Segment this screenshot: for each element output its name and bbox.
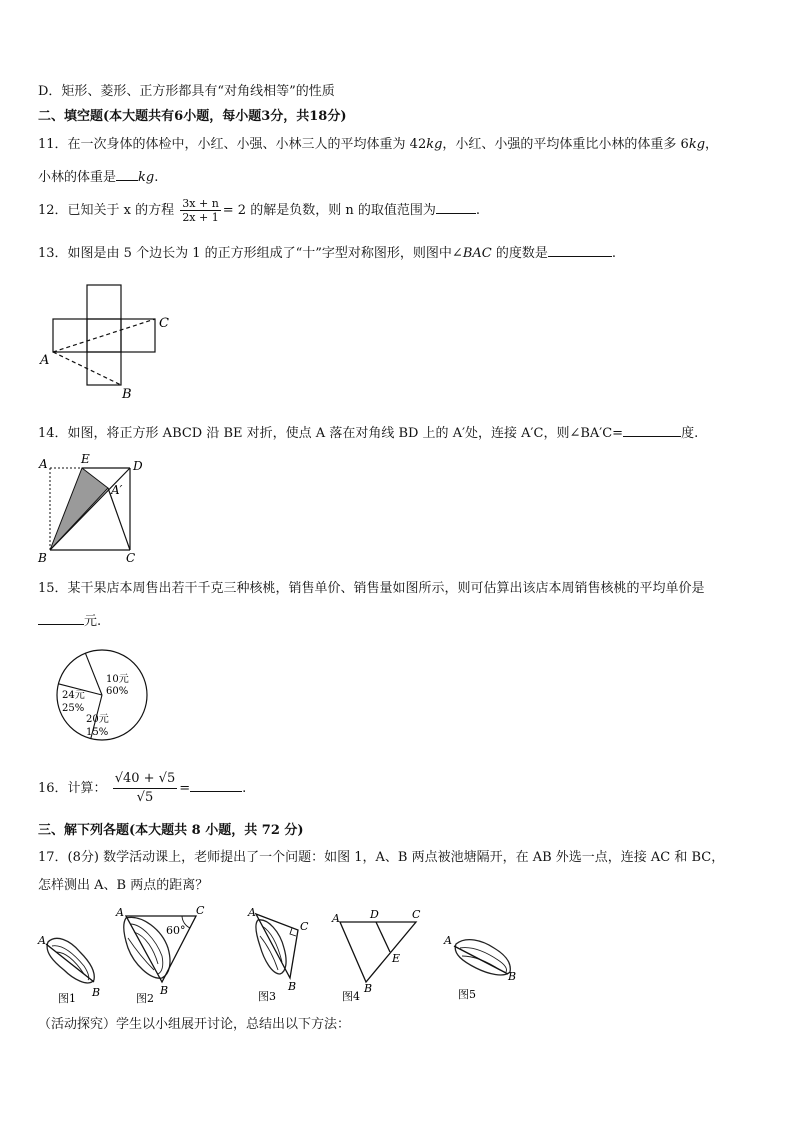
q11-line2: 小林的体重是 [38, 170, 117, 185]
folded-triangle [50, 468, 108, 550]
fig4-label-b: B [364, 982, 373, 995]
label-b: B [122, 387, 132, 402]
q16-eq: = [179, 781, 191, 796]
activity-explore: （活动探究）学生以小组展开讨论，总结出以下方法： [38, 1017, 351, 1032]
fig1-label-a: A [38, 934, 46, 947]
q16-numerator: √40 + √5 [113, 770, 178, 789]
q11-part2: ，小红、小强的平均体重比小林的体重多 6 [442, 137, 689, 152]
fig2-caption: 图2 [136, 992, 154, 1005]
q16-end: . [242, 781, 247, 796]
fig4-caption: 图4 [342, 990, 360, 1003]
pie-label-20-price: 20元 [86, 714, 109, 725]
q13-end: . [611, 246, 616, 261]
fig1-label-b: B [92, 986, 101, 999]
q13-answer-blank[interactable] [548, 243, 612, 257]
fig5-label-a: A [444, 934, 452, 947]
figure-2 [115, 904, 205, 1005]
pond-outline [455, 940, 510, 975]
q16-answer-blank[interactable] [190, 778, 242, 792]
segment-a2c [108, 488, 130, 550]
fig4-label-a: A [332, 912, 340, 925]
fig3-caption: 图3 [258, 990, 276, 1003]
label-e: E [81, 452, 90, 466]
fig2-label-a: A [116, 906, 124, 919]
fig3-label-b: B [288, 980, 297, 993]
fig2-label-c: C [196, 904, 205, 917]
label-b: B [38, 551, 47, 565]
q12-end: . [475, 203, 480, 218]
q11-answer-blank[interactable] [116, 167, 138, 181]
pie-slice-divider-0 [85, 653, 102, 695]
question-11 [38, 136, 718, 154]
fig5-caption: 图5 [458, 988, 476, 1001]
q11-unit1: kg [426, 137, 443, 152]
figure-5 [443, 934, 516, 1001]
q13-angle: BAC [462, 246, 492, 261]
section-2-title: 二、填空题(本大题共有6小题，每小题3分，共18分) [38, 109, 347, 124]
fig2-label-b: B [160, 984, 169, 997]
q11-part3: ， [705, 137, 719, 152]
cross-square-bottom [87, 352, 121, 385]
label-a-prime: A′ [111, 483, 123, 497]
figure-3 [247, 906, 309, 1003]
pie-label-24-price: 24元 [62, 690, 85, 701]
label-c: C [159, 316, 169, 331]
q11-part1: 11．在一次身体的体检中，小红、小强、小林三人的平均体重为 42 [38, 137, 427, 152]
fig3-label-c: C [300, 920, 309, 933]
fig2-angle-60: 60° [166, 924, 186, 937]
cross-square-right [121, 319, 155, 352]
q16-label: 16．计算： [38, 781, 107, 796]
section-3-title: 三、解下列各题(本大题共 8 小题，共 72 分) [38, 823, 304, 838]
fig1-caption: 图1 [58, 992, 76, 1005]
fig4-label-e: E [392, 952, 401, 965]
q14-end: 度. [681, 426, 699, 441]
pie-label-10-pct: 60% [106, 686, 129, 697]
segment-de [376, 922, 390, 952]
question-13 [38, 243, 616, 263]
q13-part2: 的度数是 [491, 246, 548, 261]
q11-unit3: kg [138, 170, 155, 185]
q12-numerator: 3x + n [182, 197, 219, 210]
fig4-label-c: C [412, 908, 421, 921]
question-12 [38, 194, 480, 228]
question-15: 15．某干果店本周售出若干千克三种核桃，销售单价、销售量如图所示，则可估算出该店本周销售核桃的平均单价是 [38, 581, 705, 596]
triangle-abc [340, 922, 416, 982]
figure-4 [331, 908, 421, 1003]
q16-fraction [113, 770, 178, 807]
label-a: A [39, 457, 48, 471]
q14-text: 14．如图，将正方形 ABCD 沿 BE 对折，使点 A 落在对角线 BD 上的 A′处，连接 A′C，则∠BA′C= [38, 426, 624, 441]
pond-outline [124, 917, 170, 978]
cross-square-top [87, 285, 121, 319]
q15-end: 元. [84, 614, 102, 629]
q12-fraction [180, 197, 221, 224]
q13-cross-figure [34, 278, 184, 402]
segment-ac [53, 319, 155, 352]
pie-label-10-price: 10元 [106, 674, 129, 685]
q12-denominator: 2x + 1 [182, 211, 219, 224]
question-17-line2: 怎样测出 A、B 两点的距离？ [38, 878, 209, 893]
fig5-label-b: B [508, 970, 517, 983]
q15-pie-chart [54, 648, 154, 744]
q12-answer-blank[interactable] [436, 200, 476, 214]
q14-square-figure [34, 452, 154, 568]
question-11-line2 [38, 167, 158, 187]
q11-end: . [154, 170, 159, 185]
question-14 [38, 423, 698, 443]
q12-part2: = 2 的解是负数，则 n 的取值范围为 [222, 203, 436, 218]
pie-label-24-pct: 25% [62, 703, 85, 714]
segment-ab [46, 944, 94, 982]
label-d: D [133, 459, 143, 473]
pond-outline [256, 920, 286, 974]
figure-1 [37, 934, 100, 1005]
pie-label-20-pct: 15% [86, 727, 109, 738]
q11-unit2: kg [688, 137, 706, 152]
q12-part1: 12．已知关于 x 的方程 [38, 203, 175, 218]
question-15-line2 [38, 611, 101, 631]
q16-denominator: √5 [136, 790, 154, 805]
option-d: D．矩形、菱形、正方形都具有“对角线相等”的性质 [38, 84, 335, 99]
cross-square-center [87, 319, 121, 352]
q15-answer-blank[interactable] [38, 611, 84, 625]
label-a: A [40, 353, 50, 368]
q13-text: 13．如图是由 5 个边长为 1 的正方形组成了“十”字型对称图形，则图中∠ [38, 246, 463, 261]
question-17: 17．(8分) 数学活动课上，老师提出了一个问题：如图 1，A、B 两点被池塘隔开，在 AB 外选一点，连接 AC 和 BC， [38, 850, 725, 865]
q17-figures [30, 900, 550, 1010]
label-c: C [126, 551, 136, 565]
q14-answer-blank[interactable] [623, 423, 681, 437]
question-16 [38, 768, 246, 810]
fig3-label-a: A [248, 906, 256, 919]
fig4-label-d: D [370, 908, 379, 921]
